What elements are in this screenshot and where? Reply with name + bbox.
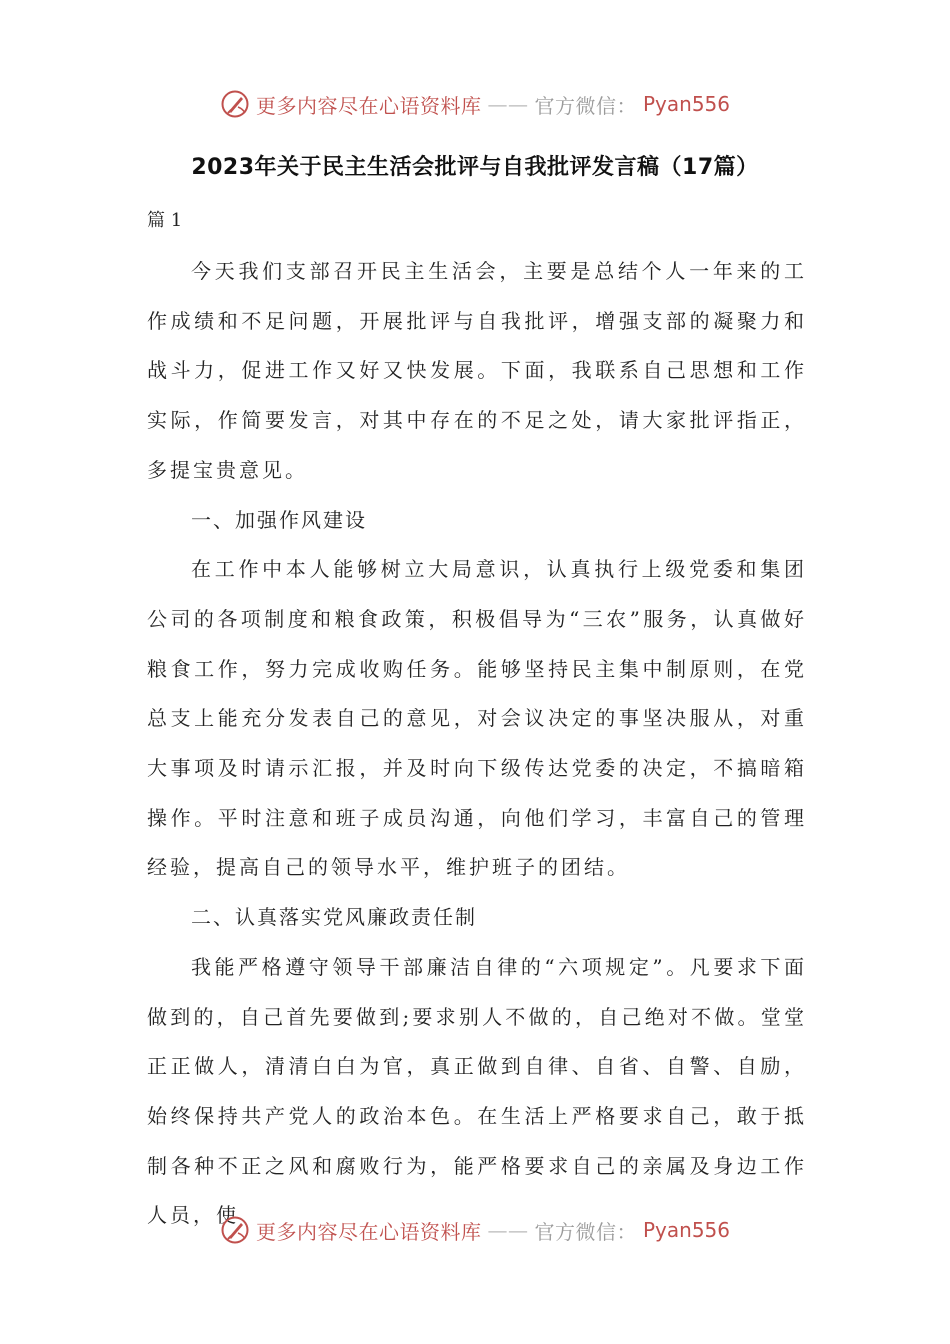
watermark-official-label: 官方微信： xyxy=(534,93,637,118)
watermark-banner-top xyxy=(0,82,950,126)
section-label: 篇 1 xyxy=(147,210,183,231)
section-heading: 二、认真落实党风廉政责任制 xyxy=(191,905,477,930)
quill-pen-icon xyxy=(220,1215,250,1245)
watermark-wechat-id: Pyan556 xyxy=(642,1218,730,1242)
watermark-banner-bottom xyxy=(0,1208,950,1252)
section-heading: 一、加强作风建设 xyxy=(191,507,367,532)
document-body xyxy=(147,247,807,1241)
document-title: 2023年关于民主生活会批评与自我批评发言稿（17篇） xyxy=(191,155,759,180)
watermark-dash: —— xyxy=(487,1218,529,1242)
quill-pen-icon xyxy=(220,89,250,119)
paragraph: 我能严格遵守领导干部廉洁自律的“六项规定”。凡要求下面做到的，自己首先要做到;要求别人不做的，自己绝对不做。堂堂正正做人，清清白白为官，真正做到自律、自省、自警、自励，始终保持共产党人的政治本色。在生活上严格要求自己，敢于抵制各种不正之风和腐败行为，能严格要求自己的亲属及身边工作人员，使 xyxy=(147,954,807,1228)
watermark-dash: —— xyxy=(487,92,529,116)
paragraph: 在工作中本人能够树立大局意识，认真执行上级党委和集团公司的各项制度和粮食政策，积极倡导为“三农”服务，认真做好粮食工作，努力完成收购任务。能够坚持民主集中制原则，在党总支上能充分发表自己的意见，对会议决定的事坚决服从，对重大事项及时请示汇报，并及时向下级传达党委的决定，不搞暗箱操作。平时注意和班子成员沟通，向他们学习，丰富自己的管理经验，提高自己的领导水平，维护班子的团结。 xyxy=(147,557,807,880)
paragraph: 今天我们支部召开民主生活会，主要是总结个人一年来的工作成绩和不足问题，开展批评与自我批评，增强支部的凝聚力和战斗力，促进工作又好又快发展。下面，我联系自己思想和工作实际，作简要发言，对其中存在的不足之处，请大家批评指正，多提宝贵意见。 xyxy=(147,259,807,482)
watermark-main-text: 更多内容尽在心语资料库 xyxy=(255,1219,482,1244)
watermark-main-text: 更多内容尽在心语资料库 xyxy=(255,93,482,118)
watermark-wechat-id: Pyan556 xyxy=(642,92,730,116)
watermark-official-label: 官方微信： xyxy=(534,1219,637,1244)
